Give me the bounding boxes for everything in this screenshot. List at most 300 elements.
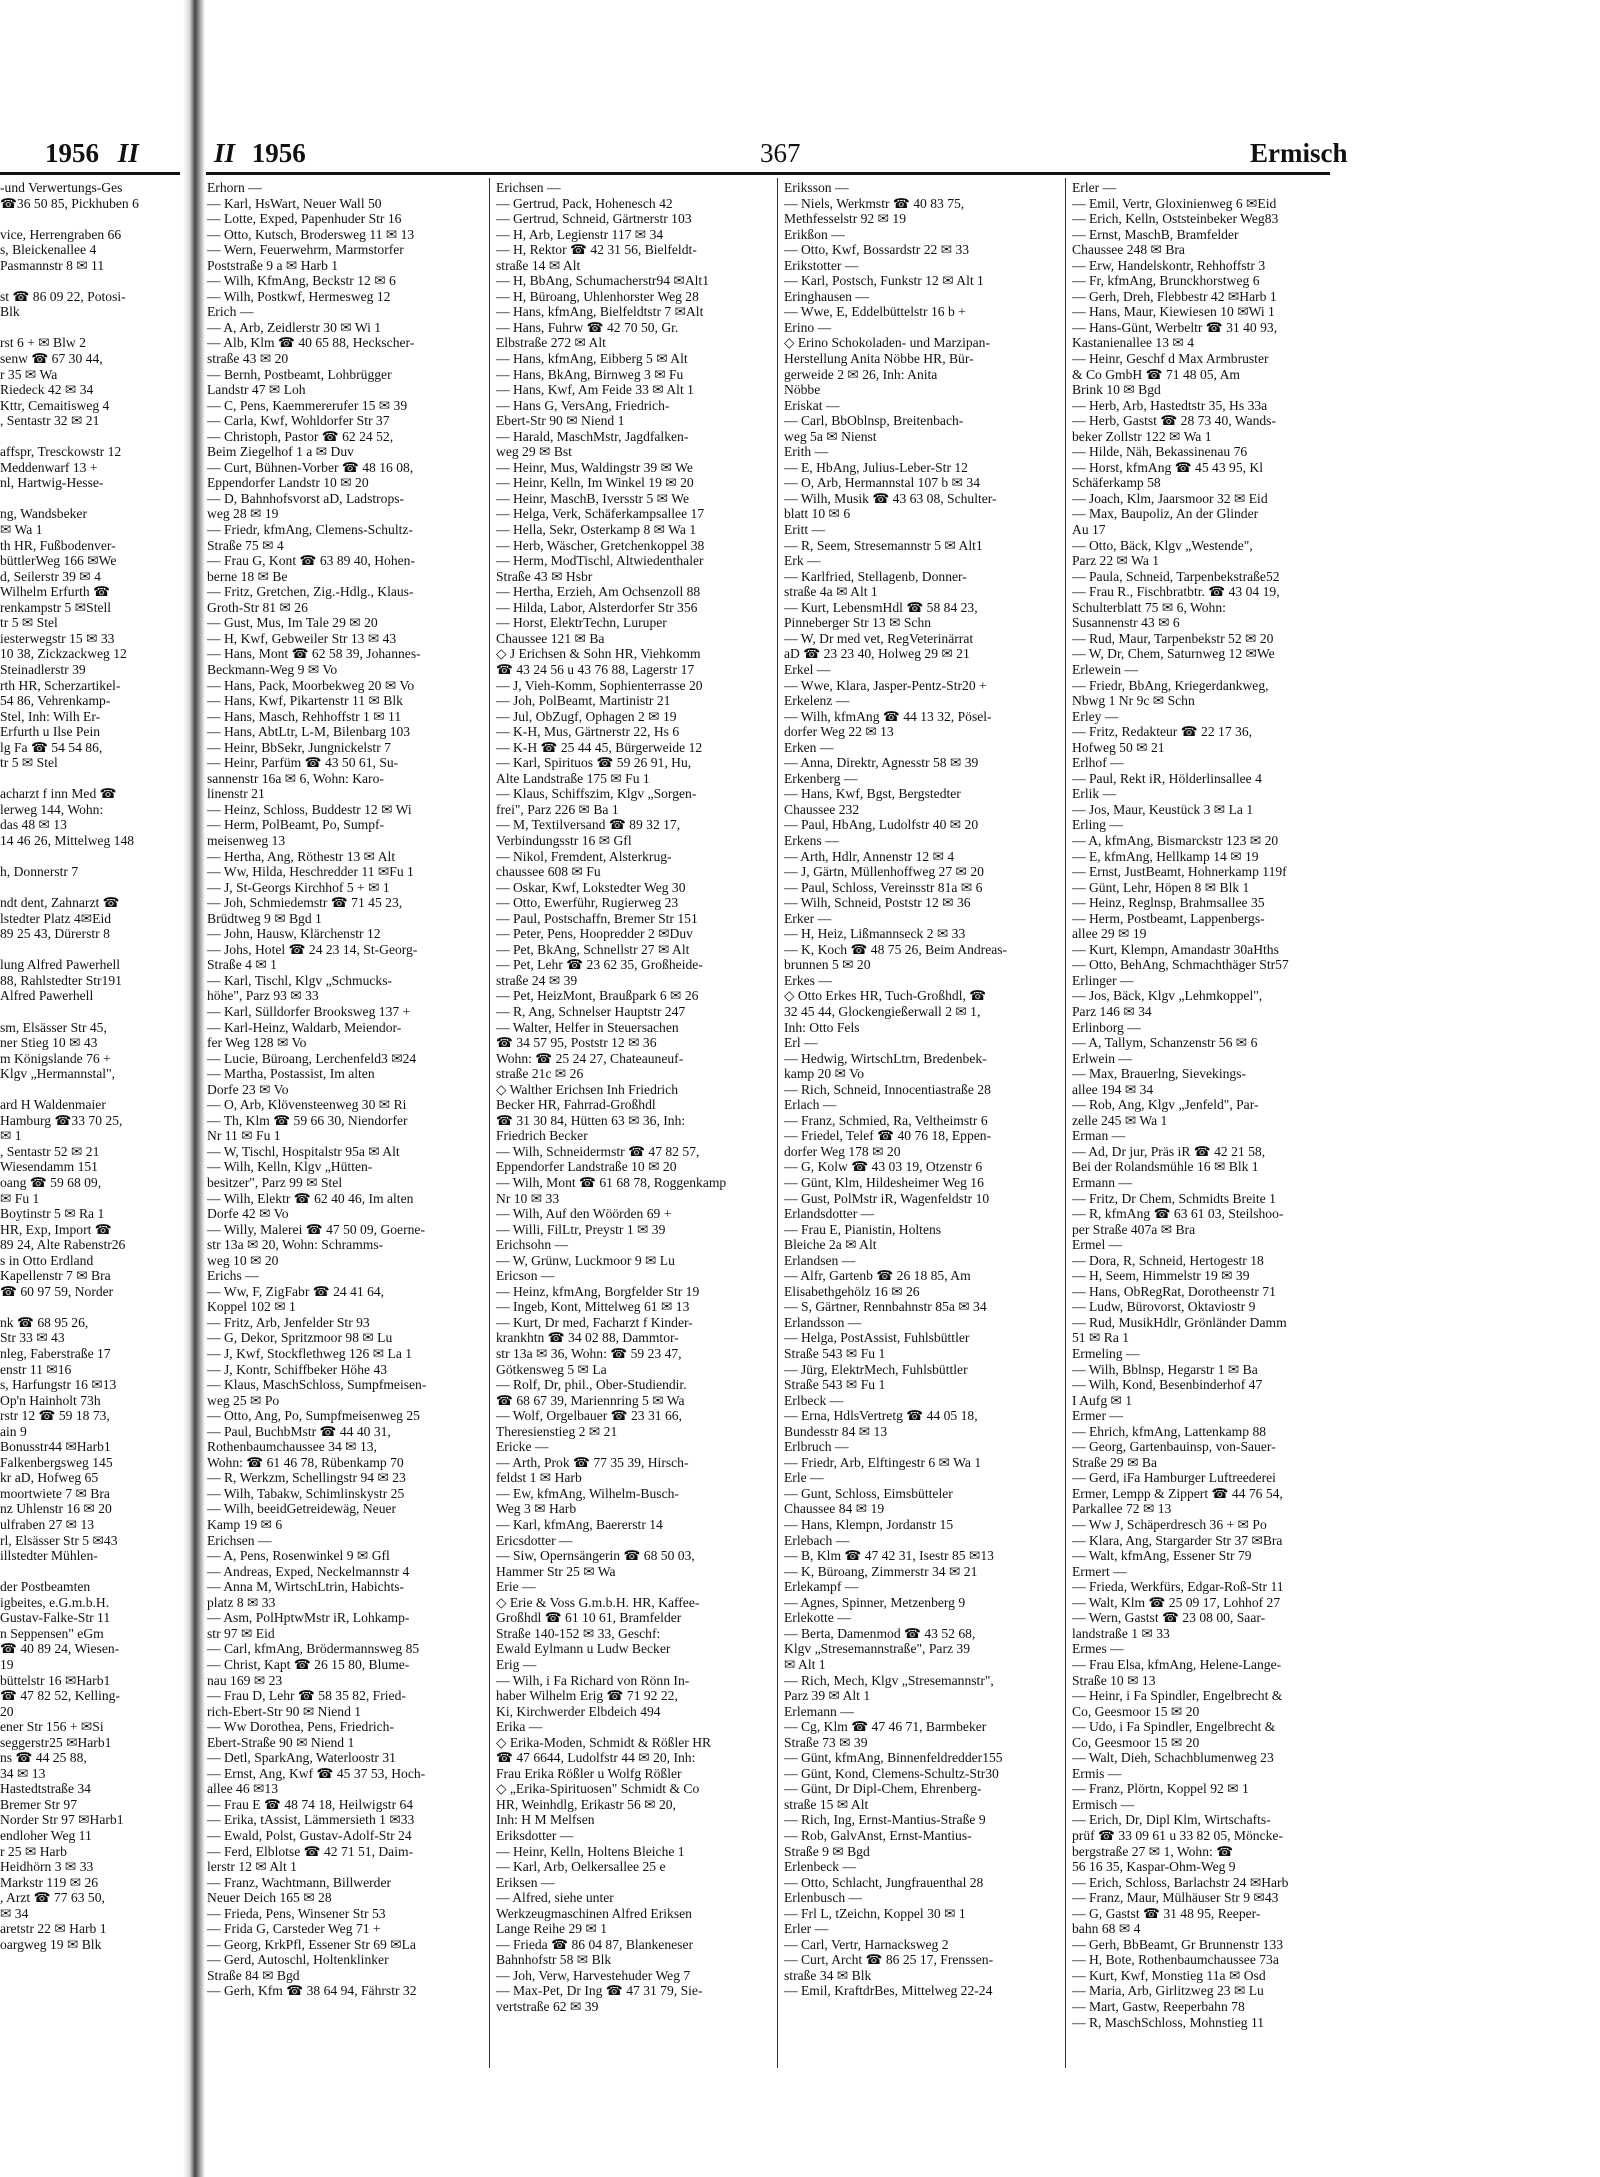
directory-entry-line: — Karl, HsWart, Neuer Wall 50: [207, 195, 382, 211]
directory-entry-line: fer Weg 128 ✉ Vo: [207, 1035, 307, 1051]
directory-entry-line: Erling —: [1072, 817, 1123, 833]
directory-entry-line: Ewald Eylmann u Ludw Becker: [496, 1641, 671, 1657]
left-page-entry-line: Markstr 119 ✉ 26: [0, 1874, 99, 1890]
left-page-entry-line: HR, Exp, Import ☎: [0, 1221, 112, 1237]
directory-entry-line: straße 21c ✉ 26: [496, 1066, 584, 1082]
directory-entry-line: — Carla, Kwf, Wohldorfer Str 37: [207, 413, 390, 429]
left-page-entry-line: oargweg 19 ✉ Blk: [0, 1936, 102, 1952]
directory-entry-line: Straße 140-152 ✉ 33, Geschf:: [496, 1625, 661, 1641]
left-page-entry-line: [0, 1004, 172, 1020]
directory-entry-line: — Carl, BbOblnsp, Breitenbach-: [784, 413, 964, 429]
directory-entry-line: — Heinr, Kelln, Im Winkel 19 ✉ 20: [496, 475, 694, 491]
page-number: 367: [760, 138, 801, 168]
directory-entry-line: — Karl, Sülldorfer Brooksweg 137 +: [207, 1003, 411, 1019]
left-page-entry-line: s, Harfungstr 16 ✉13: [0, 1377, 117, 1393]
directory-entry-line: Erlbruch —: [784, 1439, 849, 1455]
column-divider-2: [777, 178, 778, 2068]
directory-entry-line: & Co GmbH ☎ 71 48 05, Am: [1072, 366, 1240, 382]
directory-entry-line: — Frau R., Fischbratbtr. ☎ 43 04 19,: [1072, 584, 1280, 600]
directory-entry-line: — Gust, Mus, Im Tale 29 ✉ 20: [207, 615, 378, 631]
directory-entry-line: — Arth, Hdlr, Annenstr 12 ✉ 4: [784, 848, 955, 864]
directory-entry-line: — Herm, Postbeamt, Lappenbergs-: [1072, 910, 1265, 926]
left-page-entry-line: affspr, Tresckowstr 12: [0, 444, 122, 460]
directory-entry-line: Landstr 47 ✉ Loh: [207, 382, 306, 398]
directory-entry-line: — Erich, Schloss, Barlachstr 24 ✉Harb: [1072, 1874, 1289, 1890]
directory-entry-line: Inh: Otto Fels: [784, 1019, 860, 1035]
directory-entry-line: Eritt —: [784, 522, 826, 538]
left-page-entry-line: 89 25 43, Dürerstr 8: [0, 926, 110, 942]
directory-entry-line: Erlwein —: [1072, 1050, 1133, 1066]
directory-entry-line: Ermeling —: [1072, 1346, 1140, 1362]
directory-entry-line: — Hans, kfmAng, Eibberg 5 ✉ Alt: [496, 351, 688, 367]
directory-entry-line: Ermer —: [1072, 1408, 1123, 1424]
directory-entry-line: — Wilh, Schneid, Poststr 12 ✉ 36: [784, 895, 971, 911]
left-page-entry-line: ain 9: [0, 1423, 27, 1439]
directory-entry-line: ◇ Erie & Voss G.m.b.H. HR, Kaffee-: [496, 1594, 700, 1610]
directory-entry-line: — Karl, kfmAng, Baererstr 14: [496, 1517, 663, 1533]
directory-entry-line: — B, Klm ☎ 47 42 31, Isestr 85 ✉13: [784, 1548, 994, 1564]
directory-entry-line: Straße 29 ✉ Ba: [1072, 1454, 1158, 1470]
directory-entry-line: — Hertha, Ang, Röthestr 13 ✉ Alt: [207, 848, 396, 864]
left-page-entry-line: [0, 1082, 172, 1098]
directory-entry-line: Erlbeck —: [784, 1392, 844, 1408]
left-page-entry-line: d, Seilerstr 39 ✉ 4: [0, 568, 101, 584]
left-page-entry-line: der Postbeamten: [0, 1579, 91, 1595]
directory-entry-line: — Ingeb, Kont, Mittelweg 61 ✉ 13: [496, 1299, 690, 1315]
left-page-entry-line: nl, Hartwig-Hesse-: [0, 475, 104, 491]
directory-entry-line: — Otto, Schlacht, Jungfrauenthal 28: [784, 1874, 984, 1890]
directory-entry-line: Friedrich Becker: [496, 1128, 588, 1144]
directory-entry-line: blatt 10 ✉ 6: [784, 506, 851, 522]
directory-entry-line: — Lucie, Büroang, Lerchenfeld3 ✉24: [207, 1050, 417, 1066]
directory-entry-line: weg 28 ✉ 19: [207, 506, 279, 522]
directory-entry-line: — Th, Klm ☎ 59 66 30, Niendorfer: [207, 1112, 408, 1128]
left-page-entry-line: lstedter Platz 4✉Eid: [0, 910, 112, 926]
directory-entry-line: — Hans, Maur, Kiewiesen 10 ✉Wi 1: [1072, 304, 1275, 320]
directory-entry-line: — Joach, Klm, Jaarsmoor 32 ✉ Eid: [1072, 490, 1268, 506]
left-page-entry-line: nleg, Faberstraße 17: [0, 1346, 111, 1362]
directory-entry-line: — Günt, kfmAng, Binnenfeldredder155: [784, 1750, 1003, 1766]
directory-entry-line: Neuer Deich 165 ✉ 28: [207, 1890, 332, 1906]
left-page-entry-line: ner Stieg 10 ✉ 43: [0, 1035, 98, 1051]
directory-entry-line: Beckmann-Weg 9 ✉ Vo: [207, 661, 338, 677]
directory-entry-line: weg 29 ✉ Bst: [496, 444, 572, 460]
left-page-entry-line: Alfred Pawerhell: [0, 988, 94, 1004]
directory-entry-line: Ermer, Lempp & Zippert ☎ 44 76 54,: [1072, 1485, 1283, 1501]
directory-entry-line: — Wilh, Kelln, Klgv „Hütten-: [207, 1159, 373, 1175]
directory-entry-line: — Gunt, Schloss, Eimsbütteler: [784, 1485, 953, 1501]
directory-entry-line: ☎ 43 24 56 u 43 76 88, Lagerstr 17: [496, 661, 695, 677]
directory-entry-line: Parz 22 ✉ Wa 1: [1072, 553, 1160, 569]
left-page-entry-line: tr 5 ✉ Stel: [0, 755, 58, 771]
left-header-rule: [0, 172, 180, 175]
directory-entry-line: feldst 1 ✉ Harb: [496, 1470, 582, 1486]
directory-entry-line: — Helga, PostAssist, Fuhlsbüttler: [784, 1330, 970, 1346]
directory-entry-line: Susannenstr 43 ✉ 6: [1072, 615, 1180, 631]
directory-entry-line: — Detl, SparkAng, Waterloostr 31: [207, 1750, 396, 1766]
directory-entry-line: Brüdtweg 9 ✉ Bgd 1: [207, 910, 322, 926]
directory-entry-line: Erkelenz —: [784, 693, 850, 709]
directory-entry-line: — Ehrich, kfmAng, Lattenkamp 88: [1072, 1423, 1267, 1439]
directory-entry-line: ◇ J Erichsen & Sohn HR, Viehkomm: [496, 646, 701, 662]
directory-entry-line: — Jul, ObZugf, Ophagen 2 ✉ 19: [496, 708, 677, 724]
directory-entry-line: — Hedwig, WirtschLtrn, Bredenbek-: [784, 1050, 987, 1066]
directory-entry-line: str 13a ✉ 36, Wohn: ☎ 59 23 47,: [496, 1346, 682, 1362]
left-page-entry-line: ☎ 47 82 52, Kelling-: [0, 1688, 121, 1704]
directory-column-1: [207, 180, 480, 2100]
directory-entry-line: — Siw, Opernsängerin ☎ 68 50 03,: [496, 1548, 695, 1564]
directory-entry-line: — Berta, Damenmod ☎ 43 52 68,: [784, 1625, 976, 1641]
directory-entry-line: — Otto, Bäck, Klgv „Westende",: [1072, 537, 1253, 553]
directory-entry-line: Erlekotte —: [784, 1610, 851, 1626]
directory-entry-line: Erichsohn —: [496, 1237, 569, 1253]
directory-entry-line: — K-H, Mus, Gärtnerstr 22, Hs 6: [496, 724, 680, 740]
directory-entry-line: — Gertrud, Schneid, Gärtnerstr 103: [496, 211, 692, 227]
directory-entry-line: — H, Heiz, Lißmannseck 2 ✉ 33: [784, 926, 966, 942]
directory-entry-line: — Otto, BehAng, Schmachthäger Str57: [1072, 957, 1289, 973]
directory-entry-line: Ermisch —: [1072, 1796, 1135, 1812]
directory-entry-line: Erlewein —: [1072, 661, 1139, 677]
directory-entry-line: ◇ Otto Erkes HR, Tuch-Großhdl, ☎: [784, 988, 987, 1004]
left-page-entry-line: renkampstr 5 ✉Stell: [0, 599, 112, 615]
directory-entry-line: — Hella, Sekr, Osterkamp 8 ✉ Wa 1: [496, 522, 697, 538]
directory-entry-line: — Günt, Kond, Clemens-Schultz-Str30: [784, 1765, 999, 1781]
directory-entry-line: — Ludw, Bürovorst, Oktaviostr 9: [1072, 1299, 1256, 1315]
left-page-entry-line: Wiesendamm 151: [0, 1159, 98, 1175]
left-page-entry-line: illstedter Mühlen-: [0, 1548, 98, 1564]
directory-entry-line: ☎ 31 30 84, Hütten 63 ✉ 36, Inh:: [496, 1112, 686, 1128]
directory-entry-line: — Ew, kfmAng, Wilhelm-Busch-: [496, 1485, 679, 1501]
directory-entry-line: straße 15 ✉ Alt: [784, 1796, 869, 1812]
left-page-entry-line: Klgv „Hermannstal",: [0, 1066, 116, 1082]
directory-entry-line: — Ww, F, ZigFabr ☎ 24 41 64,: [207, 1283, 385, 1299]
directory-entry-line: Nbwg 1 Nr 9c ✉ Schn: [1072, 693, 1195, 709]
left-header-year: 1956: [45, 138, 99, 168]
directory-entry-line: — Paul, Rekt iR, Hölderlinsallee 4: [1072, 770, 1262, 786]
directory-entry-line: — Horst, ElektrTechn, Luruper: [496, 615, 667, 631]
directory-entry-line: Weg 3 ✉ Harb: [496, 1501, 577, 1517]
directory-entry-line: Straße 73 ✉ 39: [784, 1734, 868, 1750]
directory-entry-line: — Rolf, Dr, phil., Ober-Studiendir.: [496, 1377, 687, 1393]
directory-entry-line: — Kurt, Klempn, Amandastr 30aHths: [1072, 941, 1279, 957]
directory-entry-line: — Wilh, Postkwf, Hermesweg 12: [207, 288, 391, 304]
directory-entry-line: — Ferd, Elblotse ☎ 42 71 51, Daim-: [207, 1843, 414, 1859]
directory-entry-line: — Hilde, Näh, Bekassinenau 76: [1072, 444, 1248, 460]
left-page-entry-line: das 48 ✉ 13: [0, 817, 67, 833]
left-page-entry-line: seggerstr25 ✉Harb1: [0, 1734, 112, 1750]
directory-entry-line: nau 169 ✉ 23: [207, 1672, 283, 1688]
left-page-entry-line: sm, Elsässer Str 45,: [0, 1019, 107, 1035]
directory-entry-line: — A, Pens, Rosenwinkel 9 ✉ Gfl: [207, 1548, 390, 1564]
left-page-entry-line: [0, 429, 172, 445]
left-page-entry-line: 34 ✉ 13: [0, 1765, 46, 1781]
directory-entry-line: Parz 146 ✉ 34: [1072, 1003, 1152, 1019]
directory-entry-line: — Jos, Bäck, Klgv „Lehmkoppel",: [1072, 988, 1263, 1004]
left-page-entry-line: vice, Herrengraben 66: [0, 226, 122, 242]
directory-entry-line: dorfer Weg 22 ✉ 13: [784, 724, 894, 740]
directory-entry-line: — Heinr, MaschB, Iversstr 5 ✉ We: [496, 490, 689, 506]
directory-entry-line: ☎ 47 6644, Ludolfstr 44 ✉ 20, Inh:: [496, 1750, 696, 1766]
left-page-entry-line: ✉ 34: [0, 1905, 29, 1921]
directory-entry-line: — Ernst, MaschB, Bramfelder: [1072, 226, 1239, 242]
directory-entry-line: Erlik —: [1072, 786, 1117, 802]
directory-entry-line: chaussee 608 ✉ Fu: [496, 864, 601, 880]
left-page-entry-line: [0, 491, 172, 507]
directory-entry-line: linenstr 21: [207, 786, 265, 802]
directory-entry-line: Wohn: ☎ 25 24 27, Chateauneuf-: [496, 1050, 684, 1066]
directory-entry-line: Erith —: [784, 444, 829, 460]
left-page-entry-line: kr aD, Hofweg 65: [0, 1470, 99, 1486]
directory-entry-line: Ericke —: [496, 1439, 549, 1455]
directory-entry-line: — Ad, Dr jur, Präs iR ☎ 42 21 58,: [1072, 1143, 1266, 1159]
directory-entry-line: — Max-Pet, Dr Ing ☎ 47 31 79, Sie-: [496, 1983, 703, 1999]
directory-entry-line: allee 46 ✉13: [207, 1781, 279, 1797]
directory-entry-line: — Wilh, Tabakw, Schimlinskystr 25: [207, 1485, 405, 1501]
directory-entry-line: — Hans, Mont ☎ 62 58 39, Johannes-: [207, 646, 421, 662]
directory-entry-line: — R, Seem, Stresemannstr 5 ✉ Alt1: [784, 537, 983, 553]
left-page-entry-line: th HR, Fußbodenver-: [0, 537, 116, 553]
left-page-entry-line: Erfurth u Ilse Pein: [0, 724, 101, 740]
directory-entry-line: ◇ „Erika-Spirituosen" Schmidt & Co: [496, 1781, 700, 1797]
directory-entry-line: — Walt, Dieh, Schachblumenweg 23: [1072, 1750, 1274, 1766]
directory-entry-line: — J, Vieh-Komm, Sophienterrasse 20: [496, 677, 703, 693]
directory-entry-line: — Fritz, Redakteur ☎ 22 17 36,: [1072, 724, 1253, 740]
directory-entry-line: ☎ 68 67 39, Mariennring 5 ✉ Wa: [496, 1392, 685, 1408]
directory-entry-line: — Gertrud, Pack, Hohenesch 42: [496, 195, 673, 211]
right-header-year: 1956: [251, 138, 306, 168]
left-page-entry-line: ✉ 1: [0, 1128, 22, 1144]
directory-entry-line: — Franz, Wachtmann, Billwerder: [207, 1874, 392, 1890]
directory-entry-line: — Herb, Arb, Hastedtstr 35, Hs 33a: [1072, 397, 1268, 413]
directory-entry-line: — Otto, Ewerführ, Rugierweg 23: [496, 895, 679, 911]
left-page-entry-line: 10 38, Zickzackweg 12: [0, 646, 127, 662]
directory-entry-line: Erichsen —: [207, 1532, 272, 1548]
directory-entry-line: Erkens —: [784, 832, 839, 848]
directory-entry-line: Chaussee 84 ✉ 19: [784, 1501, 885, 1517]
directory-entry-line: — Dora, R, Schneid, Hertogestr 18: [1072, 1252, 1264, 1268]
directory-entry-line: — Hans G, VersAng, Friedrich-: [496, 397, 670, 413]
left-page-entry-line: Riedeck 42 ✉ 34: [0, 382, 94, 398]
directory-entry-line: — Martha, Postassist, Im alten: [207, 1066, 375, 1082]
directory-entry-line: — G, Kolw ☎ 43 03 19, Otzenstr 6: [784, 1159, 983, 1175]
directory-entry-line: ◇ Erika-Moden, Schmidt & Rößler HR: [496, 1734, 712, 1750]
directory-entry-line: Erie —: [496, 1579, 536, 1595]
directory-entry-line: — A, Arb, Zeidlerstr 30 ✉ Wi 1: [207, 319, 382, 335]
directory-entry-line: — Karl, Spirituos ☎ 59 26 91, Hu,: [496, 755, 692, 771]
directory-entry-line: aD ☎ 23 23 40, Holweg 29 ✉ 21: [784, 646, 970, 662]
left-page-entry-line: büttelstr 16 ✉Harb1: [0, 1672, 111, 1688]
directory-entry-line: — D, Bahnhofsvorst aD, Ladstrops-: [207, 490, 405, 506]
directory-entry-line: — Hans, Fuhrw ☎ 42 70 50, Gr.: [496, 319, 679, 335]
left-page-entry-line: Str 33 ✉ 43: [0, 1330, 65, 1346]
directory-entry-line: — Heinr, i Fa Spindler, Engelbrecht &: [1072, 1688, 1283, 1704]
directory-entry-line: — Wilh, beeidGetreidewäg, Neuer: [207, 1501, 397, 1517]
left-page-entry-line: aretstr 22 ✉ Harb 1: [0, 1921, 107, 1937]
directory-entry-line: — O, Arb, Klövensteenweg 30 ✉ Ri: [207, 1097, 407, 1113]
directory-entry-line: Dorfe 42 ✉ Vo: [207, 1206, 289, 1222]
directory-entry-line: — Fritz, Dr Chem, Schmidts Breite 1: [1072, 1190, 1276, 1206]
directory-entry-line: — Heinz, kfmAng, Borgfelder Str 19: [496, 1283, 700, 1299]
directory-entry-line: Dorfe 23 ✉ Vo: [207, 1081, 289, 1097]
directory-entry-line: — Erna, HdlsVertretg ☎ 44 05 18,: [784, 1408, 978, 1424]
directory-entry-line: — Wwe, Klara, Jasper-Pentz-Str20 +: [784, 677, 987, 693]
directory-entry-line: Eriksen —: [496, 1874, 555, 1890]
directory-entry-line: lerstr 12 ✉ Alt 1: [207, 1859, 297, 1875]
directory-entry-line: höhe", Parz 93 ✉ 33: [207, 988, 319, 1004]
directory-entry-line: — Frieda, Pens, Winsener Str 53: [207, 1905, 386, 1921]
directory-entry-line: Hammer Str 25 ✉ Wa: [496, 1563, 616, 1579]
directory-entry-line: — R, Werkzm, Schellingstr 94 ✉ 23: [207, 1470, 406, 1486]
directory-entry-line: — Heinz, Reglnsp, Brahmsallee 35: [1072, 895, 1265, 911]
directory-entry-line: — R, Ang, Schnelser Hauptstr 247: [496, 1003, 686, 1019]
directory-entry-line: — Joh, Schmiedemstr ☎ 71 45 23,: [207, 895, 403, 911]
directory-entry-line: platz 8 ✉ 33: [207, 1594, 276, 1610]
directory-entry-line: per Straße 407a ✉ Bra: [1072, 1221, 1196, 1237]
directory-entry-line: dorfer Weg 178 ✉ 20: [784, 1143, 901, 1159]
directory-entry-line: — Erich, Dr, Dipl Klm, Wirtschafts-: [1072, 1812, 1271, 1828]
directory-entry-line: Kastanienallee 13 ✉ 4: [1072, 335, 1194, 351]
directory-entry-line: straße 43 ✉ 20: [207, 351, 289, 367]
left-page-entry-line: Bremer Str 97: [0, 1796, 78, 1812]
directory-entry-line: — Rob, Ang, Klgv „Jenfeld", Par-: [1072, 1097, 1259, 1113]
right-header-rule: [206, 172, 1330, 175]
directory-entry-line: Erkes —: [784, 972, 832, 988]
left-page-entry-line: ☎36 50 85, Pickhuben 6: [0, 195, 139, 211]
directory-entry-line: brunnen 5 ✉ 20: [784, 957, 871, 973]
directory-entry-line: Erichsen —: [496, 180, 561, 195]
left-page-entry-line: Hastedtstraße 34: [0, 1781, 91, 1797]
directory-entry-line: — H, Rektor ☎ 42 31 56, Bielfeldt-: [496, 242, 697, 258]
left-page-entry-line: [0, 942, 172, 958]
left-page-entry-line: ☎ 40 89 24, Wiesen-: [0, 1641, 120, 1657]
directory-entry-line: — Walter, Helfer in Steuersachen: [496, 1019, 679, 1035]
left-page-entry-line: tr 5 ✉ Stel: [0, 615, 58, 631]
directory-entry-line: — Frau E, Pianistin, Holtens: [784, 1221, 942, 1237]
directory-entry-line: Eringhausen —: [784, 288, 869, 304]
directory-entry-line: rich-Ebert-Str 90 ✉ Niend 1: [207, 1703, 362, 1719]
directory-entry-line: — Hans, ObRegRat, Dorotheenstr 71: [1072, 1283, 1276, 1299]
directory-entry-line: Alte Landstraße 175 ✉ Fu 1: [496, 770, 650, 786]
directory-entry-line: — Heinr, Mus, Waldingstr 39 ✉ We: [496, 459, 693, 475]
left-page-entry-line: lung Alfred Pawerhell: [0, 957, 121, 973]
directory-entry-line: — Günt, Klm, Hildesheimer Weg 16: [784, 1175, 984, 1190]
directory-entry-line: — Wilh, Bblnsp, Hegarstr 1 ✉ Ba: [1072, 1361, 1258, 1377]
directory-entry-line: — Wilh, Schneidermstr ☎ 47 82 57,: [496, 1143, 700, 1159]
directory-entry-line: 51 ✉ Ra 1: [1072, 1330, 1130, 1346]
directory-entry-line: Eppendorfer Landstraße 10 ✉ 20: [496, 1159, 677, 1175]
directory-entry-line: Poststraße 9 a ✉ Harb 1: [207, 257, 339, 273]
left-page-entry-line: endloher Weg 11: [0, 1827, 92, 1843]
directory-entry-line: Brink 10 ✉ Bgd: [1072, 382, 1161, 398]
left-page-entry-line: ard H Waldenmaier: [0, 1097, 106, 1113]
directory-entry-line: — Rud, Maur, Tarpenbekstr 52 ✉ 20: [1072, 630, 1274, 646]
directory-entry-line: frei", Parz 226 ✉ Ba 1: [496, 801, 619, 817]
directory-entry-line: — Hans, AbtLtr, L-M, Bilenbarg 103: [207, 724, 411, 740]
directory-entry-line: Ermann —: [1072, 1175, 1133, 1190]
directory-entry-line: — Franz, Schmied, Ra, Veltheimstr 6: [784, 1112, 988, 1128]
directory-entry-line: — Pet, Lehr ☎ 23 62 35, Großheide-: [496, 957, 703, 973]
book-spine: [183, 0, 205, 2177]
directory-entry-line: — G, Dekor, Spritzmoor 98 ✉ Lu: [207, 1330, 393, 1346]
directory-entry-line: — Pet, BkAng, Schnellstr 27 ✉ Alt: [496, 941, 690, 957]
left-page-entry-line: , Sentastr 32 ✉ 21: [0, 413, 100, 429]
directory-entry-line: kamp 20 ✉ Vo: [784, 1066, 864, 1082]
left-page-entry-line: m Königslande 76 +: [0, 1050, 111, 1066]
directory-entry-line: str 97 ✉ Eid: [207, 1625, 275, 1641]
directory-entry-line: — R, kfmAng ☎ 63 61 03, Steilshoo-: [1072, 1206, 1284, 1222]
directory-entry-line: Wohn: ☎ 61 46 78, Rübenkamp 70: [207, 1454, 404, 1470]
directory-entry-line: — Alb, Klm ☎ 40 65 88, Heckscher-: [207, 335, 415, 351]
directory-entry-line: krankhtn ☎ 34 02 88, Dammtor-: [496, 1330, 679, 1346]
directory-entry-line: — O, Arb, Hermannstal 107 b ✉ 34: [784, 475, 981, 491]
directory-entry-line: Elbstraße 272 ✉ Alt: [496, 335, 606, 351]
directory-entry-line: — Heinr, Geschf d Max Armbruster: [1072, 351, 1269, 367]
directory-entry-line: — Ewald, Polst, Gustav-Adolf-Str 24: [207, 1827, 412, 1843]
directory-entry-line: — Hans, Masch, Rehhoffstr 1 ✉ 11: [207, 708, 402, 724]
left-page-entry-line: rst 6 + ✉ Blw 2: [0, 335, 86, 351]
directory-entry-line: — H, Arb, Legienstr 117 ✉ 34: [496, 226, 664, 242]
directory-entry-line: — Anna, Direktr, Agnesstr 58 ✉ 39: [784, 755, 979, 771]
directory-entry-line: — Paul, Schloss, Vereinsstr 81a ✉ 6: [784, 879, 983, 895]
directory-entry-line: weg 5a ✉ Nienst: [784, 428, 877, 444]
directory-entry-line: — Frieda ☎ 86 04 87, Blankeneser: [496, 1936, 694, 1952]
left-page-entry-line: senw ☎ 67 30 44,: [0, 351, 103, 367]
directory-entry-line: — Gerh, Kfm ☎ 38 64 94, Fährstr 32: [207, 1983, 417, 1999]
left-page-entry-line: 89 24, Alte Rabenstr26: [0, 1237, 126, 1253]
left-page-entry-line: st ☎ 86 09 22, Potosi-: [0, 288, 126, 304]
directory-entry-line: — Curt, Bühnen-Vorber ☎ 48 16 08,: [207, 459, 414, 475]
directory-entry-line: Erlach —: [784, 1097, 837, 1113]
directory-entry-line: — Paula, Schneid, Tarpenbekstraße52: [1072, 568, 1280, 584]
directory-entry-line: — J, St-Georgs Kirchhof 5 + ✉ 1: [207, 879, 390, 895]
directory-entry-line: — M, Textilversand ☎ 89 32 17,: [496, 817, 681, 833]
directory-entry-line: I Aufg ✉ 1: [1072, 1392, 1133, 1408]
left-page-entry-line: s, Bleickenallee 4: [0, 242, 97, 258]
directory-entry-line: Co, Geesmoor 15 ✉ 20: [1072, 1734, 1200, 1750]
directory-entry-line: beker Zollstr 122 ✉ Wa 1: [1072, 428, 1212, 444]
left-page-entry-line: Op'n Hainholt 73h: [0, 1392, 101, 1408]
left-page-entry-line: 54 86, Vehrenkamp-: [0, 693, 111, 709]
directory-entry-line: — Gerh, BbBeamt, Gr Brunnenstr 133: [1072, 1936, 1284, 1952]
directory-entry-line: — Frau D, Lehr ☎ 58 35 82, Fried-: [207, 1688, 406, 1704]
left-page-entry-line: nz Uhlenstr 16 ✉ 20: [0, 1501, 112, 1517]
left-page-entry-line: rth HR, Scherzartikel-: [0, 677, 121, 693]
directory-entry-line: weg 25 ✉ Po: [207, 1392, 280, 1408]
running-head: Ermisch: [1250, 138, 1348, 168]
directory-entry-line: — Herb, Wäscher, Gretchenkoppel 38: [496, 537, 705, 553]
directory-entry-line: Methfesselstr 92 ✉ 19: [784, 211, 907, 227]
directory-entry-line: — Hans-Günt, Werbeltr ☎ 31 40 93,: [1072, 319, 1278, 335]
directory-entry-line: — H, Kwf, Gebweiler Str 13 ✉ 43: [207, 630, 397, 646]
directory-entry-line: — Paul, Postschaffn, Bremer Str 151: [496, 910, 698, 926]
directory-entry-line: — Wern, Gastst ☎ 23 08 00, Saar-: [1072, 1610, 1266, 1626]
directory-entry-line: — Otto, Kwf, Bossardstr 22 ✉ 33: [784, 242, 970, 258]
left-page-entry-line: oang ☎ 59 68 09,: [0, 1175, 102, 1190]
directory-entry-line: — Johs, Hotel ☎ 24 23 14, St-Georg-: [207, 941, 418, 957]
directory-entry-line: — Karl-Heinz, Waldarb, Meiendor-: [207, 1019, 402, 1035]
left-page-entry-line: enstr 11 ✉16: [0, 1361, 72, 1377]
directory-entry-line: Erman —: [1072, 1128, 1126, 1144]
left-page-entry-line: Hamburg ☎33 70 25,: [0, 1112, 123, 1128]
directory-entry-line: — Oskar, Kwf, Lokstedter Weg 30: [496, 879, 686, 895]
directory-entry-line: — Emil, Vertr, Gloxinienweg 6 ✉Eid: [1072, 195, 1277, 211]
left-header-part: II: [117, 138, 139, 168]
directory-entry-line: — Fritz, Gretchen, Zig.-Hdlg., Klaus-: [207, 584, 414, 600]
left-page-entry-line: [0, 320, 172, 336]
directory-entry-line: — Otto, Kutsch, Brodersweg 11 ✉ 13: [207, 226, 415, 242]
directory-entry-line: straße 4a ✉ Alt 1: [784, 584, 878, 600]
left-page-entry-line: ✉ Wa 1: [0, 522, 43, 538]
